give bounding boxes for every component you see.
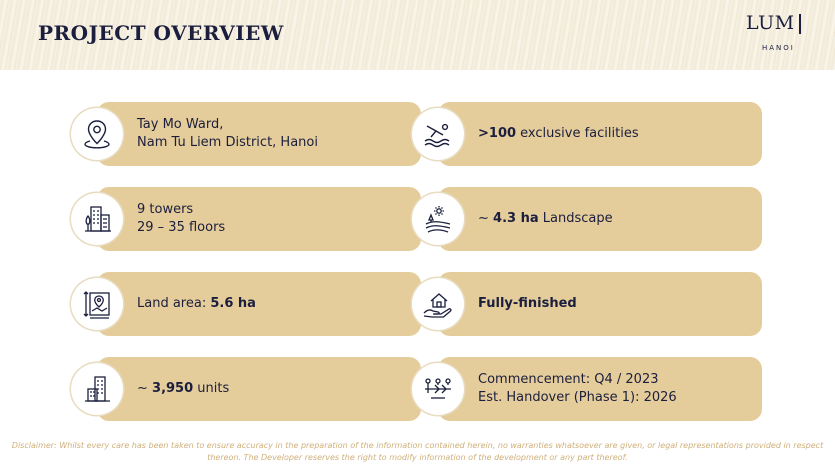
card-rest: units [193,381,230,396]
card-highlight: 4.3 ha [493,211,539,226]
page-title: PROJECT OVERVIEW [38,21,284,45]
card-fully-finished [438,272,762,336]
card-text [137,272,411,336]
card-towers [97,187,421,251]
card-line: Tay Mo Ward, [137,117,224,132]
logo-subtitle: HANOI [762,44,795,52]
card-rest: exclusive facilities [516,126,639,141]
land-plan-icon [71,278,123,330]
card-text [478,272,752,336]
card-rest: Landscape [538,211,613,226]
card-text [478,357,752,421]
logo-bar [799,14,801,34]
card-line: Commencement: Q4 / 2023 [478,372,659,387]
landscape-icon [412,193,464,245]
card-units [97,357,421,421]
card-highlight: 5.6 ha [210,296,256,311]
card-prefix: ~ [478,211,494,226]
card-text [478,187,752,251]
card-text [137,102,411,166]
card-land-area [97,272,421,336]
card-line: Est. Handover (Phase 1): 2026 [478,390,677,405]
card-highlight: Fully-finished [478,296,577,311]
buildings-icon [71,193,123,245]
card-line: Nam Tu Liem District, Hanoi [137,135,318,150]
card-line: 29 – 35 floors [137,220,226,235]
disclaimer-text: Disclaimer: Whilst every care has been taken to ensure accuracy in the preparation of the information contained herein, no warranties whatsoever are given, or legal representations provided in respect thereon. The Developer reserves the right to modify information of the development or any part thereof. [11,441,824,462]
timeline-icon [412,363,464,415]
card-prefix: Land area: [137,296,211,311]
swimmer-icon [412,108,464,160]
card-line [137,295,411,313]
card-text [137,187,411,251]
header-banner [0,0,835,70]
card-line [478,125,752,143]
apartment-block-icon [71,363,123,415]
location-pin-icon [71,108,123,160]
card-highlight: >100 [478,126,517,141]
card-location [97,102,421,166]
brand-logo [744,12,804,58]
card-facilities [438,102,762,166]
card-text [478,102,752,166]
card-highlight: 3,950 [152,381,194,396]
card-line [478,210,752,228]
card-text [137,357,411,421]
hand-house-icon [412,278,464,330]
card-landscape [438,187,762,251]
logo-wordmark: LUM [746,12,795,34]
card-line: 9 towers [137,202,194,217]
card-timeline [438,357,762,421]
card-line [478,295,752,313]
card-line [137,380,411,398]
card-prefix: ~ [137,381,153,396]
